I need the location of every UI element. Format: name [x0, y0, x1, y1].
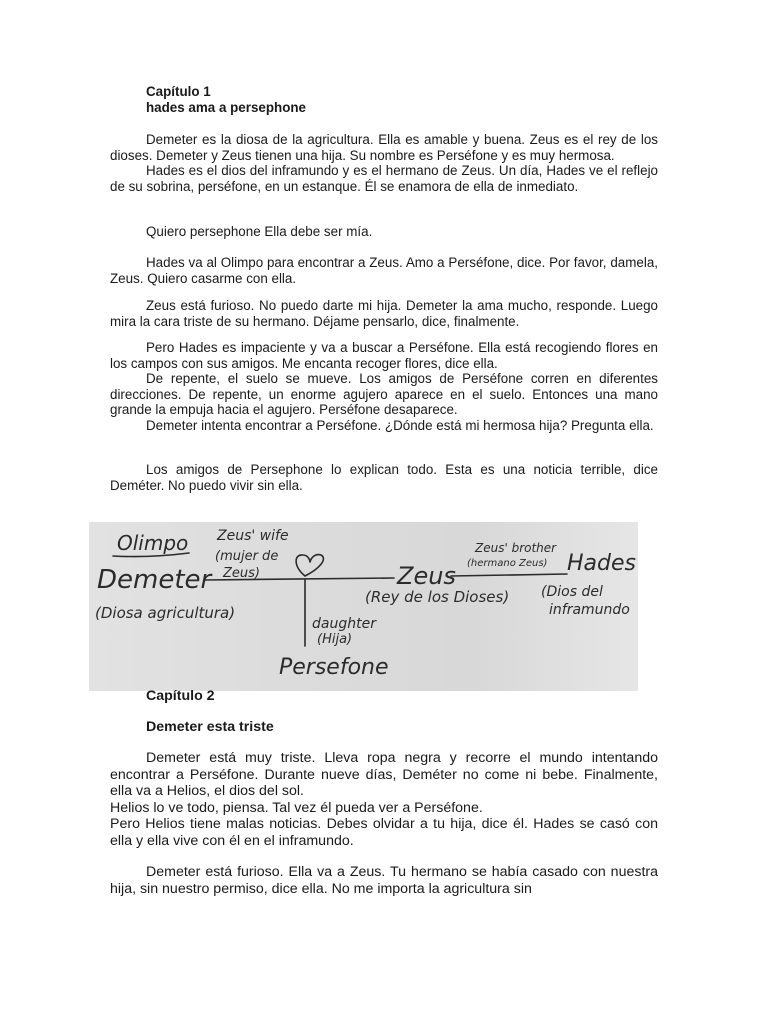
chapter-1-quote	[110, 224, 658, 240]
family-tree-diagram	[89, 522, 638, 691]
chapter-2-subtitle: Demeter esta triste	[146, 719, 274, 735]
paragraph: Hades es el dios del inframundo y es el hermano de Zeus. Un día, Hades ve el reflejo de su sobrina, perséfone, en un estanque. Él se enamora de ella de inmediato.	[110, 163, 658, 194]
chapter-2-body	[110, 750, 658, 849]
paragraph: Pero Helios tiene malas noticias. Debes olvidar a tu hija, dice él. Hades se casó con ella y ella vive con él en el inframundo.	[110, 816, 658, 849]
diosa-label: (Diosa agricultura)	[95, 604, 236, 622]
paragraph: Pero Hades es impaciente y va a buscar a Perséfone. Ella está recogiendo flores en los campos con sus amigos. Me encanta recoger flores, dice ella.	[110, 340, 658, 371]
chapter-1-body-2	[110, 255, 658, 286]
demeter-label: Demeter	[97, 565, 212, 595]
zeus-wife-label: Zeus' wife	[217, 528, 289, 544]
chapter-1-subtitle: hades ama a persephone	[146, 99, 307, 115]
chapter-1-body-5	[110, 462, 658, 493]
hermano-zeus-label: (hermano Zeus)	[467, 558, 548, 569]
paragraph: Zeus está furioso. No puedo darte mi hija. Demeter la ama mucho, responde. Luego mira la cara triste de su hermano. Déjame pensarlo, dice, finalmente.	[110, 298, 658, 329]
hades-label: Hades	[567, 551, 636, 576]
dios-del-label: (Dios del	[541, 584, 603, 600]
persefone-label: Persefone	[279, 655, 389, 680]
paragraph: Hades va al Olimpo para encontrar a Zeus. Amo a Perséfone, dice. Por favor, damela, Zeus. Quiero casarme con ella.	[110, 255, 658, 286]
paragraph: Demeter está furioso. Ella va a Zeus. Tu hermano se había casado con nuestra hija, sin nuestro permiso, dice ella. No me importa la agricultura sin	[110, 864, 658, 897]
handwritten-sketch	[89, 522, 638, 691]
zeus-brother-label: Zeus' brother	[475, 541, 557, 555]
paragraph: Demeter está muy triste. Lleva ropa negra y recorre el mundo intentando encontrar a Perséfone. Durante nueve días, Deméter no come ni bebe. Finalmente, ella va a Helios, el dios del sol.	[110, 750, 658, 799]
brother-line	[451, 574, 567, 576]
paragraph: Demeter intenta encontrar a Perséfone. ¿Dónde está mi hermosa hija? Pregunta ella.	[146, 417, 654, 433]
chapter-1-body	[110, 132, 658, 194]
heart-icon	[296, 555, 323, 576]
mujer-de-label: (mujer de	[215, 549, 279, 564]
inframundo-label: inframundo	[549, 602, 630, 618]
chapter-2-label: Capítulo 2	[146, 688, 215, 704]
paragraph: De repente, el suelo se mueve. Los amigos de Perséfone corren en diferentes direcciones. De repente, un enorme agujero aparece en el suelo. Entonces una mano grande la empuja hacia el agujero. Perséfone desaparece.	[110, 371, 658, 417]
chapter-2-body-2	[110, 864, 658, 897]
chapter-1-heading	[146, 84, 546, 115]
daughter-label: daughter	[312, 616, 376, 632]
paragraph: Quiero persephone Ella debe ser mía.	[146, 224, 373, 239]
hija-label: (Hija)	[317, 632, 353, 647]
zeus-label: Zeus	[397, 562, 456, 590]
rey-label: (Rey de los Dioses)	[365, 588, 510, 606]
olimpo-label: Olimpo	[117, 531, 189, 555]
paragraph: Demeter es la diosa de la agricultura. Ella es amable y buena. Zeus es el rey de los dioses. Demeter y Zeus tienen una hija. Su nombre es Perséfone y es muy hermosa.	[110, 132, 658, 163]
paragraph: Los amigos de Persephone lo explican todo. Esta es una noticia terrible, dice Deméter. No puedo vivir sin ella.	[110, 462, 658, 493]
zeus-paren-label: Zeus)	[223, 566, 260, 581]
chapter-1-body-4	[110, 340, 658, 433]
paragraph: Helios lo ve todo, piensa. Tal vez él pueda ver a Perséfone.	[110, 799, 483, 816]
chapter-1-label: Capítulo 1	[146, 84, 211, 99]
chapter-1-body-3	[110, 298, 658, 329]
